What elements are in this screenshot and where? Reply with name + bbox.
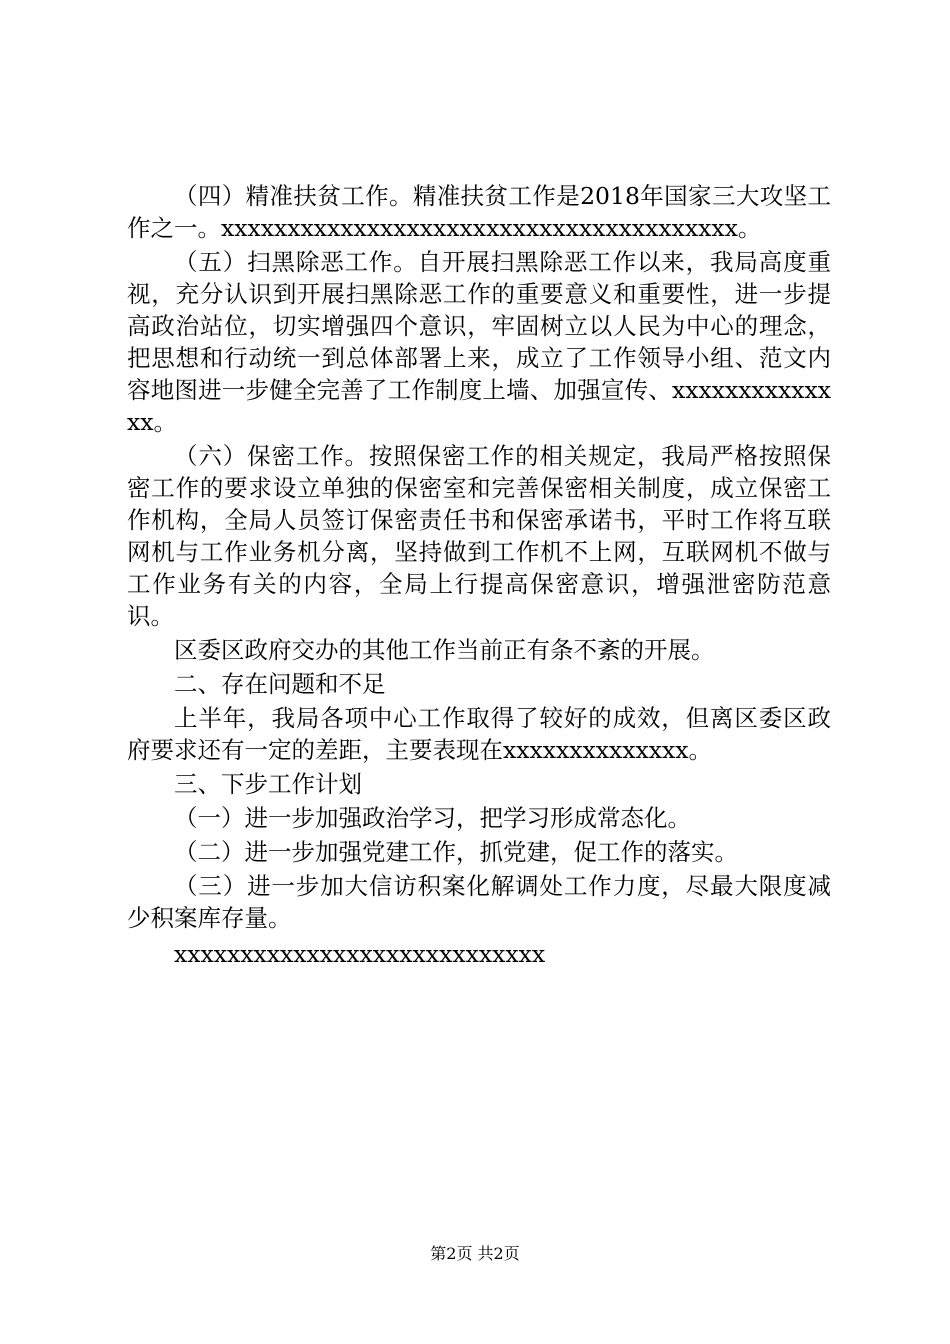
paragraph-anti-crime: （五）扫黑除恶工作。自开展扫黑除恶工作以来，我局高度重视，充分认识到开展扫黑除恶工作的重要意义和重要性，进一步提高政治站位，切实增强四个意识，牢固树立以人民为中心的理念，把思想和行动统一到总体部署上来，成立了工作领导小组、范文内容地图进一步健全完善了工作制度上墙、加强宣传、xxxxxxxxxxxxxx。 — [127, 248, 831, 436]
plan-item-1: （一）进一步加强政治学习，把学习形成常态化。 — [174, 804, 691, 832]
heading-next-steps: 三、下步工作计划 — [174, 770, 362, 798]
paragraph-other-work: 区委区政府交办的其他工作当前正有条不紊的开展。 — [174, 636, 715, 664]
document-body — [127, 180, 831, 972]
closing-placeholder: xxxxxxxxxxxxxxxxxxxxxxxxxxxx — [174, 940, 546, 968]
paragraph-poverty-alleviation: （四）精准扶贫工作。精准扶贫工作是2018年国家三大攻坚工作之一。xxxxxxxxxxxxxxxxxxxxxxxxxxxxxxxxxxxxxxx。 — [127, 182, 831, 242]
plan-item-3: （三）进一步加大信访积案化解调处工作力度，尽最大限度减少积案库存量。 — [127, 872, 831, 932]
page-footer: 第2页 共2页 — [430, 1244, 520, 1263]
heading-problems: 二、存在问题和不足 — [174, 670, 386, 698]
plan-item-2: （二）进一步加强党建工作，抓党建，促工作的落实。 — [174, 838, 738, 866]
paragraph-problems: 上半年，我局各项中心工作取得了较好的成效，但离区委区政府要求还有一定的差距，主要表现在xxxxxxxxxxxxxx。 — [127, 704, 831, 764]
paragraph-confidentiality: （六）保密工作。按照保密工作的相关规定，我局严格按照保密工作的要求设立单独的保密室和完善保密相关制度，成立保密工作机构，全局人员签订保密责任书和保密承诺书，平时工作将互联网机与工作业务机分离，坚持做到工作机不上网，互联网机不做与工作业务有关的内容，全局上行提高保密意识，增强泄密防范意识。 — [127, 442, 831, 630]
